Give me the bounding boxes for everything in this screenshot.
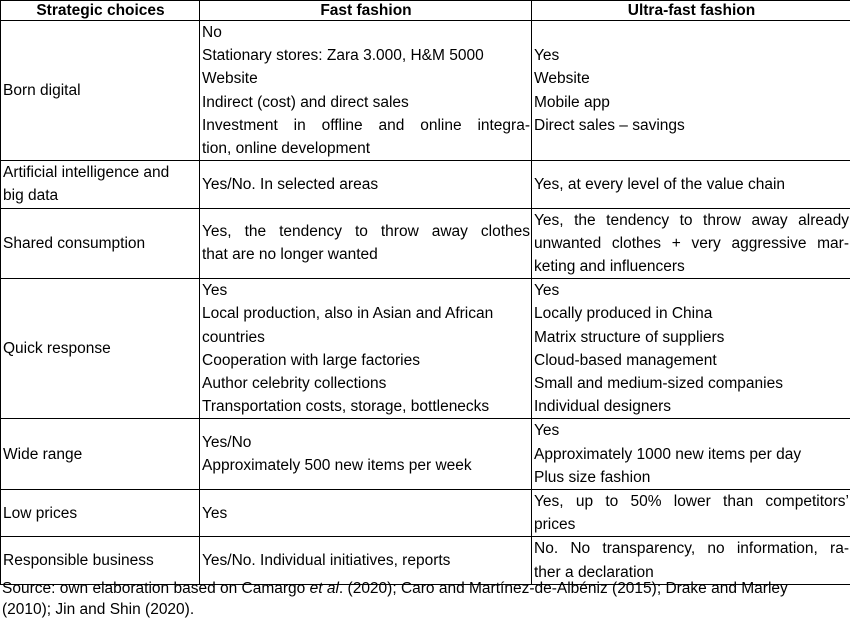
cell-line: Cooperation with large factories [202,349,530,372]
cell-line: Yes [534,44,849,67]
choice-cell [1,279,200,419]
ultra-fast-fashion-cell [532,490,850,537]
cell-line: Quick response [3,337,198,360]
fast-fashion-cell [200,208,532,279]
ultra-fast-fashion-cell [532,419,850,490]
cell-line: Approximately 500 new items per week [202,454,530,477]
table-row [1,21,850,161]
table-row [1,419,850,490]
cell-line: Website [534,67,849,90]
source-etal: et al [310,580,339,597]
cell-line: Wide range [3,443,198,466]
table-row [1,161,850,208]
choice-cell [1,490,200,537]
source-line-2: (2010); Jin and Shin (2020). [2,601,194,618]
choice-cell [1,21,200,161]
table-row [1,279,850,419]
cell-line: Approximately 1000 new items per day [534,443,849,466]
cell-line: Responsible business [3,549,198,572]
cell-line: countries [202,326,530,349]
cell-line: Yes/No. Individual initiatives, reports [202,549,530,572]
cell-line: keting and influencers [534,255,849,278]
source-prefix: Source: own elaboration based on Camargo [2,580,310,597]
cell-line: Indirect (cost) and direct sales [202,91,530,114]
header-fast-fashion: Fast fashion [200,1,532,21]
ultra-fast-fashion-cell [532,161,850,208]
cell-line: Local production, also in Asian and African [202,302,530,325]
cell-line: prices [534,513,849,536]
cell-line: Small and medium-sized companies [534,372,849,395]
cell-line: Yes [534,419,849,442]
cell-line: No. No transparency, no information, ra- [534,537,849,560]
cell-line: No [202,21,530,44]
choice-cell [1,419,200,490]
cell-line: Yes, at every level of the value chain [534,173,849,196]
fast-fashion-cell [200,490,532,537]
header-strategic-choices: Strategic choices [1,1,200,21]
source-note [2,578,848,620]
cell-line: ther a declaration [534,561,849,584]
cell-line: Investment in offline and online integra- [202,114,530,137]
table-row [1,490,850,537]
fast-fashion-cell [200,21,532,161]
cell-line: Yes, up to 50% lower than competitors’ [534,490,849,513]
cell-line: Locally produced in China [534,302,849,325]
cell-line: Shared consumption [3,232,198,255]
cell-line: Yes [202,502,530,525]
cell-line: that are no longer wanted [202,243,530,266]
cell-line: Cloud-based management [534,349,849,372]
ultra-fast-fashion-cell [532,21,850,161]
cell-line: tion, online development [202,137,530,160]
cell-line: Stationary stores: Zara 3.000, H&M 5000 [202,44,530,67]
cell-line: Yes, the tendency to throw away clothes [202,220,530,243]
fast-fashion-cell [200,279,532,419]
cell-line: Artificial intelligence and [3,161,198,184]
cell-line: Individual designers [534,395,849,418]
fast-fashion-cell [200,161,532,208]
header-ultra-fast-fashion: Ultra-fast fashion [532,1,850,21]
choice-cell [1,208,200,279]
cell-line: Plus size fashion [534,466,849,489]
cell-line: unwanted clothes + very aggressive mar- [534,232,849,255]
cell-line: Low prices [3,502,198,525]
fast-fashion-cell [200,419,532,490]
ultra-fast-fashion-cell [532,208,850,279]
table-row [1,208,850,279]
cell-line: Website [202,67,530,90]
source-rest: . (2020); Caro and Martínez-de-Albéniz (2015); Drake and Marley [339,580,788,597]
cell-line: Yes [202,279,530,302]
cell-line: Born digital [3,79,198,102]
cell-line: Matrix structure of suppliers [534,326,849,349]
cell-line: Mobile app [534,91,849,114]
cell-line: Author celebrity collections [202,372,530,395]
cell-line: big data [3,184,198,207]
cell-line: Yes/No. In selected areas [202,173,530,196]
table-header-row [1,1,850,21]
cell-line: Yes/No [202,431,530,454]
choice-cell [1,161,200,208]
ultra-fast-fashion-cell [532,279,850,419]
cell-line: Yes, the tendency to throw away already [534,209,849,232]
cell-line: Yes [534,279,849,302]
cell-line: Direct sales – savings [534,114,849,137]
cell-line: Transportation costs, storage, bottlenecks [202,395,530,418]
